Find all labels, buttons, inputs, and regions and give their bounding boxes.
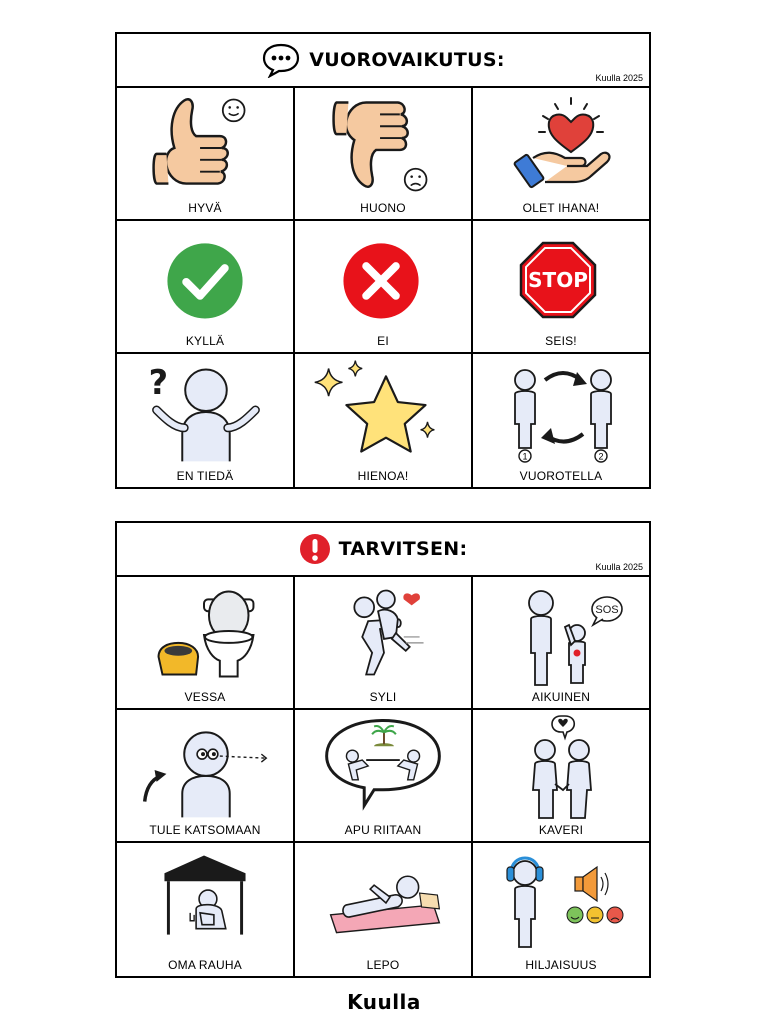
symbol-grid <box>117 577 649 976</box>
board-vuorovaikutus <box>115 32 651 489</box>
heart-in-hand-icon <box>473 88 649 200</box>
quiet-tent-icon <box>117 843 293 955</box>
cell-vuorotella[interactable] <box>473 354 649 487</box>
symbol-grid <box>117 88 649 487</box>
adult-help-icon <box>473 577 649 689</box>
title-text: TARVITSEN: <box>338 538 468 560</box>
board-header <box>117 34 649 88</box>
exclamation-icon <box>299 533 331 565</box>
cell-hiljaisuus[interactable] <box>473 843 649 976</box>
cell-label: HYVÄ <box>188 201 222 215</box>
cell-label: HUONO <box>360 201 406 215</box>
brand-footer: Kuulla <box>347 990 421 1014</box>
cell-label: TULE KATSOMAAN <box>149 823 261 837</box>
cell-label: VESSA <box>184 690 226 704</box>
cell-label: EI <box>377 334 389 348</box>
cell-hyva[interactable] <box>117 88 295 221</box>
cell-label: KAVERI <box>538 823 584 837</box>
stop-text: STOP <box>528 268 588 292</box>
cell-label: HILJAISUUS <box>525 958 597 972</box>
cell-label: HIENOA! <box>357 469 409 483</box>
cell-label: APU RIITAAN <box>344 823 422 837</box>
title-text: VUOROVAIKUTUS: <box>309 49 505 71</box>
sparkle-star-icon <box>295 354 471 466</box>
rest-icon <box>295 843 471 955</box>
cell-aikuinen[interactable] <box>473 577 649 710</box>
toilet-icon <box>117 577 293 689</box>
board-title <box>117 523 649 575</box>
svg-text:?: ? <box>148 363 169 403</box>
cell-syli[interactable] <box>295 577 473 710</box>
board-header <box>117 523 649 577</box>
cell-olet-ihana[interactable] <box>473 88 649 221</box>
green-check-icon <box>117 221 293 333</box>
cell-label: SYLI <box>369 690 397 704</box>
cell-apu-riitaan[interactable] <box>295 710 473 843</box>
friends-icon <box>473 710 649 822</box>
cell-en-tieda[interactable] <box>117 354 295 487</box>
cell-label: KYLLÄ <box>185 334 225 348</box>
cell-label: VUOROTELLA <box>519 469 603 483</box>
cell-label: LEPO <box>366 958 400 972</box>
cell-huono[interactable] <box>295 88 473 221</box>
hug-lift-icon <box>295 577 471 689</box>
speech-bubble-icon <box>261 42 301 78</box>
cell-tule-katsomaan[interactable] <box>117 710 295 843</box>
board-title <box>117 34 649 86</box>
board-tarvitsen <box>115 521 651 978</box>
stop-sign-icon <box>473 221 649 333</box>
cell-ei[interactable] <box>295 221 473 354</box>
silence-icon <box>473 843 649 955</box>
turn-number-2: 2 <box>598 451 604 462</box>
turn-number-1: 1 <box>522 451 528 462</box>
cell-vessa[interactable] <box>117 577 295 710</box>
cell-lepo[interactable] <box>295 843 473 976</box>
cell-label: OMA RAUHA <box>168 958 242 972</box>
sos-text: SOS <box>595 604 619 616</box>
credit-text: Kuulla 2025 <box>595 562 643 572</box>
conflict-help-icon <box>295 710 471 822</box>
cell-kylla[interactable] <box>117 221 295 354</box>
cell-label: EN TIEDÄ <box>176 469 234 483</box>
cell-label: AIKUINEN <box>531 690 591 704</box>
come-look-icon <box>117 710 293 822</box>
cell-oma-rauha[interactable] <box>117 843 295 976</box>
cell-kaveri[interactable] <box>473 710 649 843</box>
cell-seis[interactable] <box>473 221 649 354</box>
cell-hienoa[interactable] <box>295 354 473 487</box>
cell-label: SEIS! <box>545 334 577 348</box>
thumbs-down-icon <box>295 88 471 200</box>
thumbs-up-icon <box>117 88 293 200</box>
cell-label: OLET IHANA! <box>522 201 600 215</box>
shrug-person-icon <box>117 354 293 466</box>
credit-text: Kuulla 2025 <box>595 73 643 83</box>
red-cross-icon <box>295 221 471 333</box>
take-turns-icon <box>473 354 649 466</box>
